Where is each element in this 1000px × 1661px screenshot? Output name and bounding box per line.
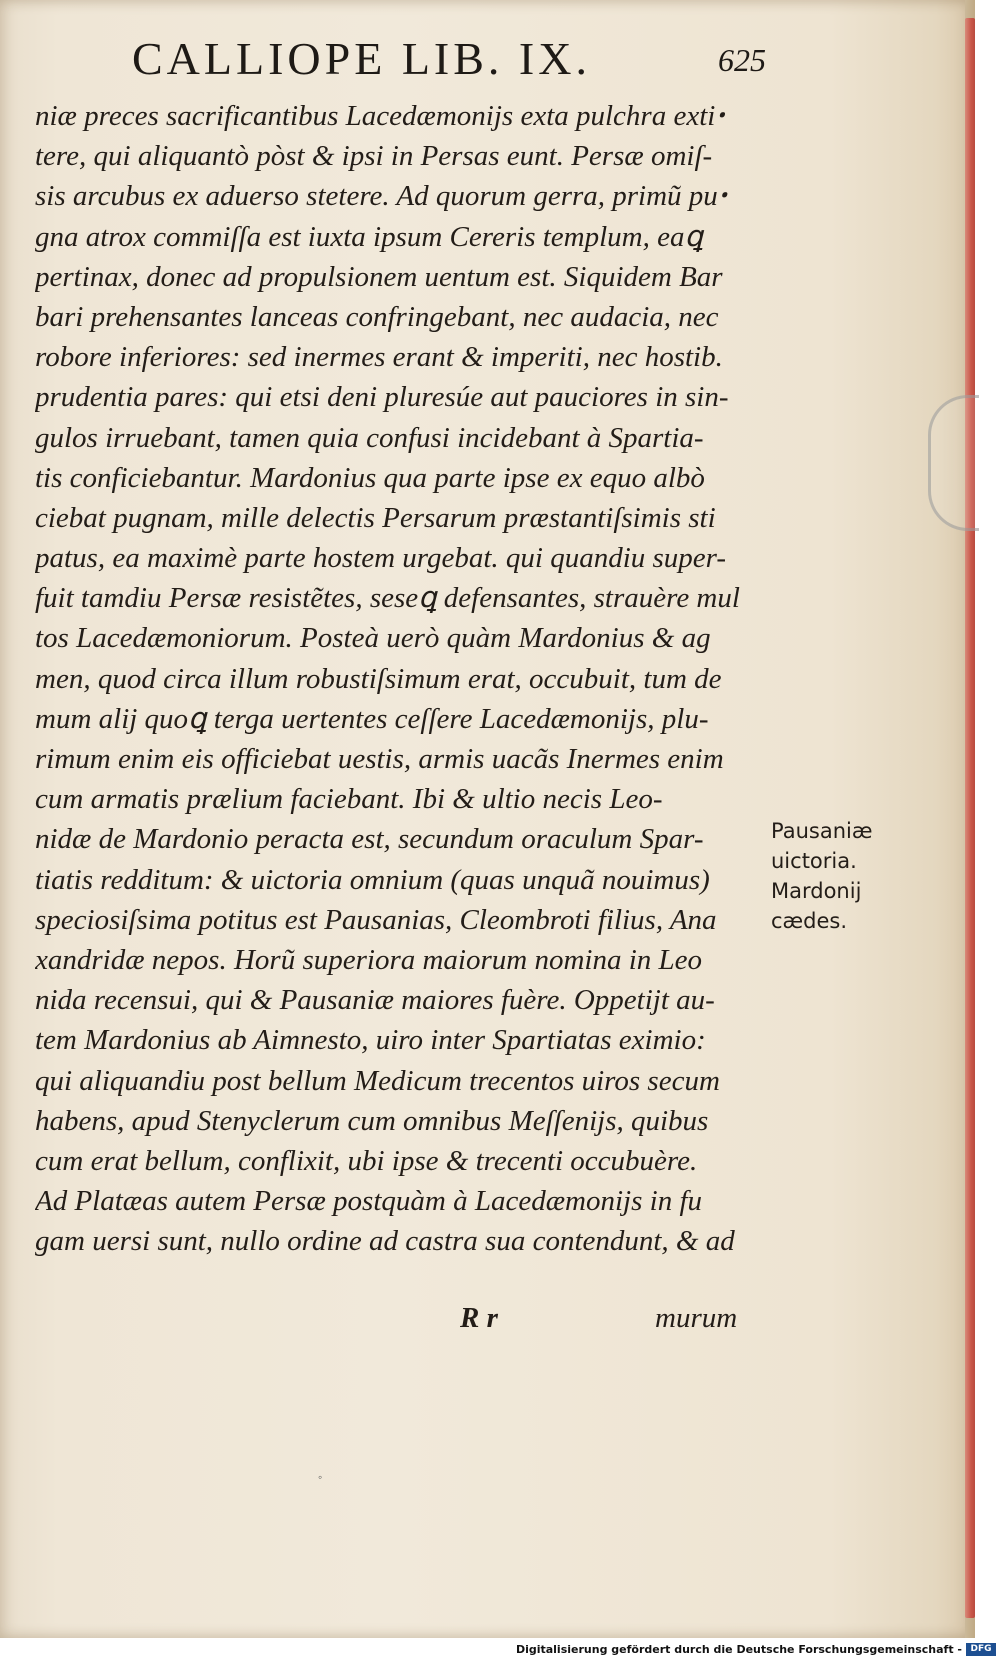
text-line: cum armatis prælium faciebant. Ibi & ultio necis Leo- [35, 783, 663, 816]
text-line: prudentia pares: qui etsi deni pluresúe aut pauciores in sin- [35, 381, 729, 414]
margin-note-line: cædes. [771, 909, 848, 933]
text-line: bari prehensantes lanceas confringebant, nec audacia, nec [35, 300, 719, 333]
body-text [35, 96, 775, 1261]
text-line: qui aliquandiu post bellum Medicum trecentos uiros secum [35, 1064, 720, 1097]
text-line: gna atrox commiſſa est iuxta ipsum Cereris templum, eaꝗ [35, 220, 703, 253]
text-line: patus, ea maximè parte hostem urgebat. qui quandiu super- [35, 542, 727, 575]
text-line: robore inferiores: sed inermes erant & imperiti, nec hostib. [35, 341, 723, 374]
ink-speck: ◦ [318, 1470, 323, 1484]
catchword: murum [655, 1302, 738, 1334]
text-line: xandridæ nepos. Horũ superiora maiorum nomina in Leo [35, 943, 703, 976]
margin-note-line: uictoria. [771, 849, 857, 873]
text-line: nidæ de Mardonio peracta est, secundum oraculum Spar- [35, 823, 704, 856]
page-number: 625 [718, 42, 766, 78]
text-line: tos Lacedæmoniorum. Posteà uerò quàm Mardonius & ag [35, 622, 711, 655]
margin-note-line: Pausaniæ [771, 819, 873, 843]
text-line: tis conficiebantur. Mardonius qua parte ipse ex equo albò [35, 461, 705, 494]
margin-note-line: Mardonij [771, 879, 862, 903]
text-line: sis arcubus ex aduerso stetere. Ad quorum gerra, primũ puꞏ [35, 180, 727, 213]
digitization-credit: Digitalisierung gefördert durch die Deutsche Forschungsgemeinschaft - [515, 1643, 962, 1656]
running-title: CALLIOPE LIB. IX. [132, 33, 591, 84]
text-line: gam uersi sunt, nullo ordine ad castra sua contendunt, & ad [35, 1225, 735, 1258]
text-line: tiatis redditum: & uictoria omnium (quas unquã nouimus) [35, 863, 710, 896]
text-line: tere, qui aliquantò pòst & ipsi in Persas eunt. Persæ omiſ- [35, 140, 713, 173]
text-line: rimum enim eis officiebat uestis, armis uacãs Inermes enim [35, 743, 724, 775]
text-line: pertinax, donec ad propulsionem uentum est. Siquidem Bar [35, 260, 723, 293]
text-line: mum alij quoꝗ terga uertentes ceſſere Lacedæmonijs, plu- [35, 702, 709, 735]
page-footer-catch [460, 1302, 780, 1342]
text-line: men, quod circa illum robustiſsimum erat, occubuit, tum de [35, 662, 722, 695]
text-line: speciosiſsima potitus est Pausanias, Cleombroti filius, Ana [35, 903, 717, 936]
margin-note [771, 816, 881, 936]
text-line: fuit tamdiu Persæ resistẽtes, seseꝗ defensantes, strauère mul [35, 582, 740, 615]
dfg-logo: DFG [966, 1643, 996, 1656]
text-line: habens, apud Stenyclerum cum omnibus Meſſenijs, quibus [35, 1104, 709, 1137]
page-clip [928, 395, 979, 531]
text-line: Ad Platæas autem Persæ postquàm à Lacedæmonijs in fu [35, 1185, 702, 1218]
text-line: gulos irruebant, tamen quia confusi incidebant à Spartia- [35, 421, 704, 454]
digitization-footer [0, 1638, 1000, 1661]
red-page-edge [965, 18, 975, 1618]
text-line: niæ preces sacrificantibus Lacedæmonijs exta pulchra extiꞏ [35, 100, 725, 132]
text-line: tem Mardonius ab Aimnesto, uiro inter Spartiatas eximio: [35, 1024, 706, 1057]
page-header [120, 32, 766, 84]
text-line: cum erat bellum, conflixit, ubi ipse & trecenti occubuère. [35, 1144, 698, 1177]
signature-mark: R r [460, 1302, 498, 1334]
text-line: ciebat pugnam, mille delectis Persarum præstantiſsimis sti [35, 501, 716, 534]
text-line: nida recensui, qui & Pausaniæ maiores fuère. Oppetijt au- [35, 984, 715, 1017]
